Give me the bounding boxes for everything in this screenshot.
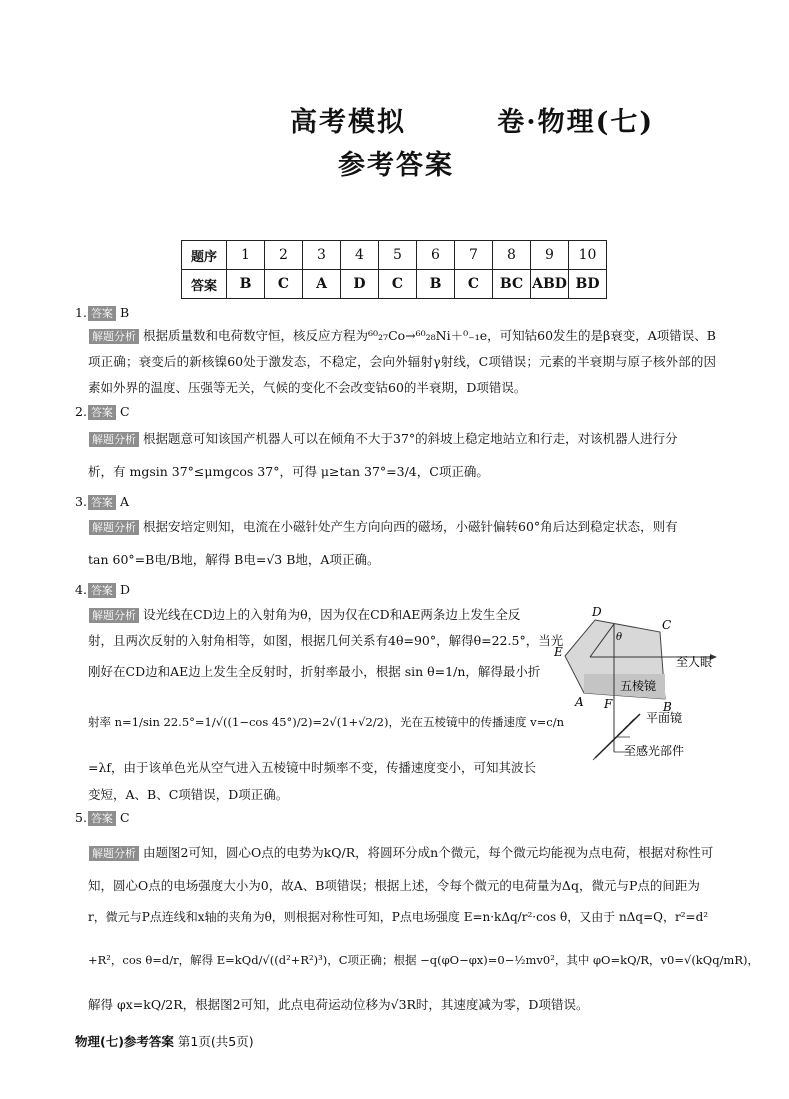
question-4-analysis-line-4: 射率 n=1/sin 22.5°=1/√((1−cos 45°)/2)=2√(1+√2/2)，光在五棱镜中的传播速度 v=c/n [88,715,564,729]
question-number: 2. [75,404,87,419]
table-cell: B [417,270,455,299]
question-4-header [75,582,130,598]
page-footer [75,1032,254,1050]
question-1-header [75,305,129,321]
table-cell: C [455,270,493,299]
row-label-answer: 答案 [182,270,227,299]
question-number: 1. [75,305,87,320]
table-cell: D [341,270,379,299]
footer-title: 物理(七)参考答案 [75,1034,174,1049]
question-4-analysis-line-5: =λf，由于该单色光从空气进入五棱镜中时频率不变，传播速度变小，可知其波长 [88,760,537,775]
table-cell: 4 [341,241,379,270]
label-theta: θ [616,632,623,643]
question-answer: C [119,810,130,825]
question-3-analysis-line-1 [88,517,678,535]
table-cell: ABD [531,270,569,299]
question-5-analysis-line-2: 知，圆心O点的电场强度大小为0，故A、B项错误；根据上述，令每个微元的电荷量为Δq，微元与P点的间距为 [88,878,700,893]
question-4-analysis-line-6: 变短，A、B、C项错误，D项正确。 [88,787,289,802]
label-mirror: 平面镜 [646,711,683,725]
answer-table [181,240,607,299]
table-cell: 5 [379,241,417,270]
question-answer: D [119,582,130,597]
question-4-analysis-line-2: 射，且两次反射的入射角相等，如图，根据几何关系有4θ=90°，解得θ=22.5°，当光 [88,633,564,648]
question-2-analysis-line-2: 析，有 mgsin 37°≤μmgcos 37°，可得 μ≥tan 37°=3/4，C项正确。 [88,464,489,479]
table-cell: 10 [569,241,607,270]
analysis-tag: 解题分析 [89,329,139,344]
analysis-tag: 解题分析 [89,608,139,623]
label-to-eye: 至人眼 [676,655,713,669]
table-cell: B [227,270,265,299]
page-title: 高考模拟 卷·物理(七) [290,107,655,138]
question-answer: B [119,305,130,320]
answer-tag: 答案 [88,306,116,321]
answer-tag: 答案 [88,811,116,826]
label-C: C [662,618,672,632]
table-cell: C [379,270,417,299]
question-answer: A [119,494,129,509]
table-cell: 1 [227,241,265,270]
question-4-analysis-line-1 [88,605,520,623]
table-cell: 8 [493,241,531,270]
answer-row [182,270,607,299]
table-cell: BC [493,270,531,299]
question-2-analysis-line-1 [88,429,678,447]
question-3-header [75,494,129,510]
table-cell: A [303,270,341,299]
question-2-header [75,404,130,420]
label-A: A [575,695,584,709]
question-number: 5. [75,810,87,825]
table-cell: 6 [417,241,455,270]
analysis-text: 根据安培定则知，电流在小磁针处产生方向向西的磁场，小磁针偏转60°角后达到稳定状态，则有 [143,519,678,534]
question-5-analysis-line-5: 解得 φx=kQ/2R，根据图2可知，此点电荷运动位移为√3R时，其速度减为零，D项错误。 [88,997,589,1012]
question-3-analysis-line-2: tan 60°=B电/B地，解得 B电=√3 B地，A项正确。 [88,552,380,567]
question-5-analysis-line-1 [88,843,713,861]
question-5-analysis-line-3: r，微元与P点连线和x轴的夹角为θ，则根据对称性可知，P点电场强度 E=n·kΔq/r²·cos θ，又由于 nΔq=Q，r²=d² [88,910,709,924]
label-B: B [663,700,672,714]
table-cell: 9 [531,241,569,270]
page-number: 第1页(共5页) [177,1034,254,1049]
table-cell: 3 [303,241,341,270]
number-row [182,241,607,270]
question-5-analysis-line-4: +R²，cos θ=d/r，解得 E=kQd/√((d²+R²)³)，C项正确；根据 −q(φO−φx)=0−½mv0²，其中 φO=kQ/R，v0=√(kQq/mR)， [88,953,759,967]
page-subtitle: 参考答案 [338,150,454,181]
question-number: 4. [75,582,87,597]
row-label-number: 题序 [182,241,227,270]
answer-tag: 答案 [88,583,116,598]
table-cell: C [265,270,303,299]
analysis-tag: 解题分析 [89,520,139,535]
analysis-text: 由题图2可知，圆心O点的电势为kQ/R，将圆环分成n个微元，每个微元均能视为点电荷，根据对称性可 [143,845,714,860]
label-E: E [554,645,563,659]
label-D: D [592,605,602,619]
question-answer: C [119,404,130,419]
question-4-analysis-line-3: 刚好在CD边和AE边上发生全反射时，折射率最小，根据 sin θ=1/n，解得最小折 [88,664,541,679]
question-number: 3. [75,494,87,509]
analysis-text: 设光线在CD边上的入射角为θ，因为仅在CD和AE两条边上发生全反 [143,607,521,622]
label-prism: 五棱镜 [620,679,657,693]
analysis-text: 根据题意可知该国产机器人可以在倾角不大于37°的斜坡上稳定地站立和行走，对该机器人进行分 [143,431,678,446]
table-cell: 7 [455,241,493,270]
analysis-tag: 解题分析 [89,846,139,861]
answer-tag: 答案 [88,405,116,420]
question-1-analysis [88,323,716,401]
analysis-text: 根据质量数和电荷数守恒，核反应方程为⁶⁰₂₇Co→⁶⁰₂₈Ni＋⁰₋₁e，可知钴60发生的是β衰变，A项错误、B项正确；衰变后的新核镍60处于激发态，不稳定，会向外辐射γ射线，C项错误；元素的半衰期与原子核外部的因素如外界的温度、压强等无关，气候的变化不会改变钴60的半衰期，D项错误。 [88,328,716,395]
question-5-header [75,810,130,826]
table-cell: BD [569,270,607,299]
label-F: F [604,697,613,711]
answer-tag: 答案 [88,495,116,510]
table-cell: 2 [265,241,303,270]
label-sensor: 至感光部件 [624,744,685,758]
pentaprism-figure [554,602,730,772]
analysis-tag: 解题分析 [89,432,139,447]
